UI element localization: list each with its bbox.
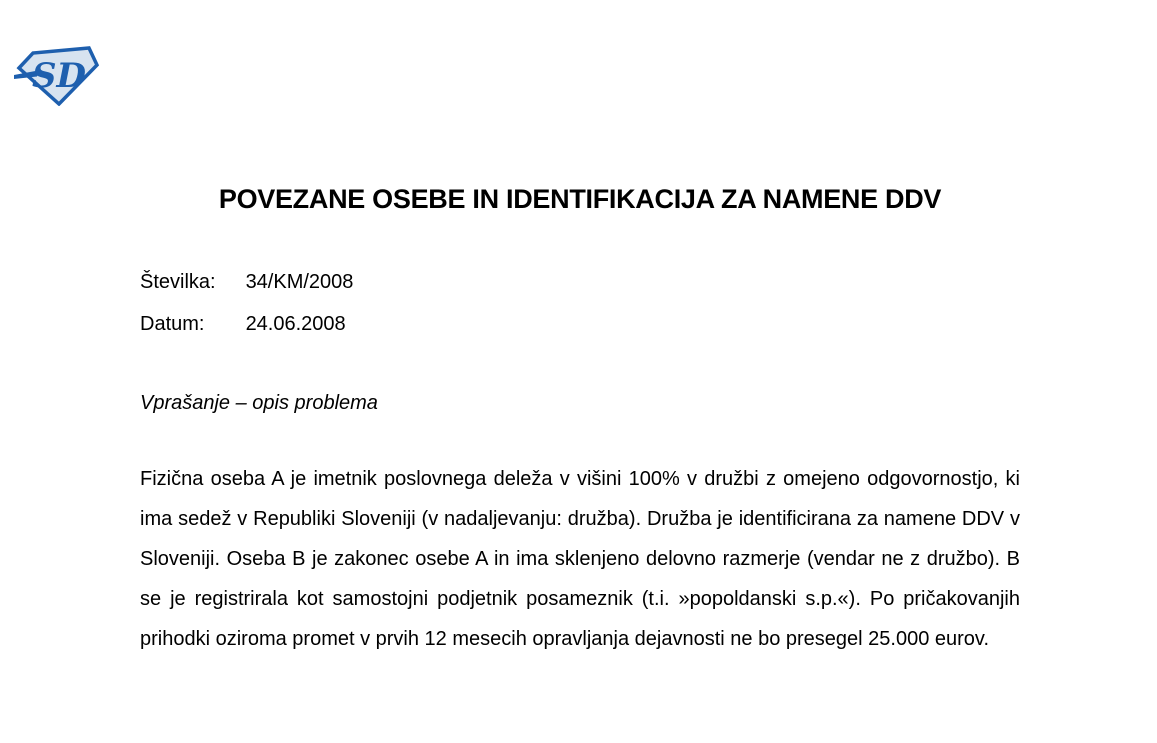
number-value: 34/KM/2008 [245,271,354,293]
meta-row-date [140,310,353,338]
document-meta [140,268,353,352]
body-paragraph: Fizična oseba A je imetnik poslovnega deleža v višini 100% v družbi z omejeno odgovornostjo, ki ima sedež v Republiki Sloveniji (v nadaljevanju: družba). Družba je identificirana za namene DDV v Sloveniji. Oseba B je zakonec osebe A in ima sklenjeno delovno razmerje (vendar ne z družbo). B se je registrirala kot samostojni podjetnik posameznik (t.i. »popoldanski s.p.«). Po pričakovanjih prihodki oziroma promet v prvih 12 mesecih opravljanja dejavnosti ne bo presegel 25.000 eurov. [140,468,1020,650]
section-heading: Vprašanje – opis problema [140,392,378,414]
date-value: 24.06.2008 [245,313,346,335]
logo-letters: SD [31,56,87,96]
meta-row-number [140,268,353,296]
sd-logo [12,44,100,106]
date-label: Datum: [140,313,205,335]
sd-diamond-logo-icon [12,44,100,106]
document-title: POVEZANE OSEBE IN IDENTIFIKACIJA ZA NAMENE DDV [218,184,942,214]
number-label: Številka: [140,271,216,293]
